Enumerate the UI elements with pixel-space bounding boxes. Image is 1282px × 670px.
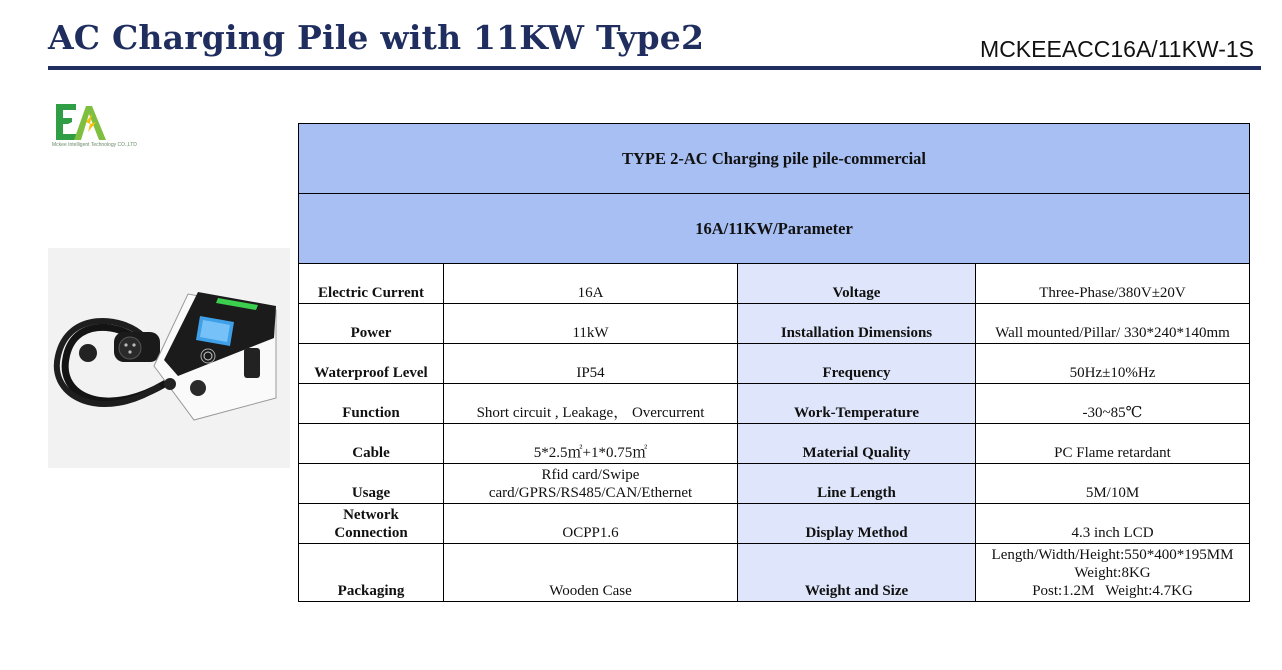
value-line: Length/Width/Height:550*400*195MM — [991, 547, 1234, 563]
value-line: Rfid card/Swipe — [541, 467, 640, 483]
row-value: Short circuit , Leakage， Overcurrent — [444, 384, 738, 424]
row-value: 5*2.5㎡+1*0.75㎡ — [444, 424, 738, 464]
row-label: Usage — [299, 464, 444, 504]
row-value: PC Flame retardant — [976, 424, 1250, 464]
row-label: Packaging — [299, 544, 444, 602]
value-line: Post:1.2M Weight:4.7KG — [1032, 583, 1193, 599]
row-label: Power — [299, 304, 444, 344]
row-label: Display Method — [738, 504, 976, 544]
table-row — [299, 504, 1250, 544]
table-row — [299, 544, 1250, 602]
row-value: Three-Phase/380V±20V — [976, 264, 1250, 304]
row-value: 5M/10M — [976, 464, 1250, 504]
charger-product-image — [48, 248, 290, 468]
row-label — [299, 504, 444, 544]
row-label: Function — [299, 384, 444, 424]
row-value: 16A — [444, 264, 738, 304]
row-label: Work-Temperature — [738, 384, 976, 424]
table-row — [299, 384, 1250, 424]
row-label: Weight and Size — [738, 544, 976, 602]
value-line: card/GPRS/RS485/CAN/Ethernet — [488, 485, 693, 501]
title-divider — [48, 66, 1261, 70]
row-label: Line Length — [738, 464, 976, 504]
spec-table — [298, 123, 1250, 602]
row-label: Installation Dimensions — [738, 304, 976, 344]
row-label: Material Quality — [738, 424, 976, 464]
row-value: Wall mounted/Pillar/ 330*240*140mm — [976, 304, 1250, 344]
row-label: Cable — [299, 424, 444, 464]
label-line: Network — [343, 507, 399, 523]
table-title-row — [299, 124, 1250, 194]
model-number: MCKEEACC16A/11KW-1S — [980, 36, 1254, 62]
table-row — [299, 424, 1250, 464]
label-line: Connection — [334, 525, 408, 541]
page-title: AC Charging Pile with 11KW Type2 — [48, 18, 705, 57]
value-line: Weight:8KG — [1074, 565, 1151, 581]
row-label: Frequency — [738, 344, 976, 384]
company-name: Mckee Intelligent Technology CO.,LTD — [52, 142, 137, 148]
table-row — [299, 464, 1250, 504]
table-row — [299, 344, 1250, 384]
row-value: 11kW — [444, 304, 738, 344]
row-value — [444, 464, 738, 504]
row-label: Electric Current — [299, 264, 444, 304]
row-value: IP54 — [444, 344, 738, 384]
row-value: 4.3 inch LCD — [976, 504, 1250, 544]
row-value: Wooden Case — [444, 544, 738, 602]
row-value: OCPP1.6 — [444, 504, 738, 544]
table-title: TYPE 2-AC Charging pile pile-commercial — [299, 124, 1250, 194]
row-value: 50Hz±10%Hz — [976, 344, 1250, 384]
table-row — [299, 264, 1250, 304]
table-subtitle: 16A/11KW/Parameter — [299, 194, 1250, 264]
table-row — [299, 304, 1250, 344]
row-value — [976, 544, 1250, 602]
row-label: Voltage — [738, 264, 976, 304]
row-label: Waterproof Level — [299, 344, 444, 384]
row-value: -30~85℃ — [976, 384, 1250, 424]
table-subtitle-row — [299, 194, 1250, 264]
